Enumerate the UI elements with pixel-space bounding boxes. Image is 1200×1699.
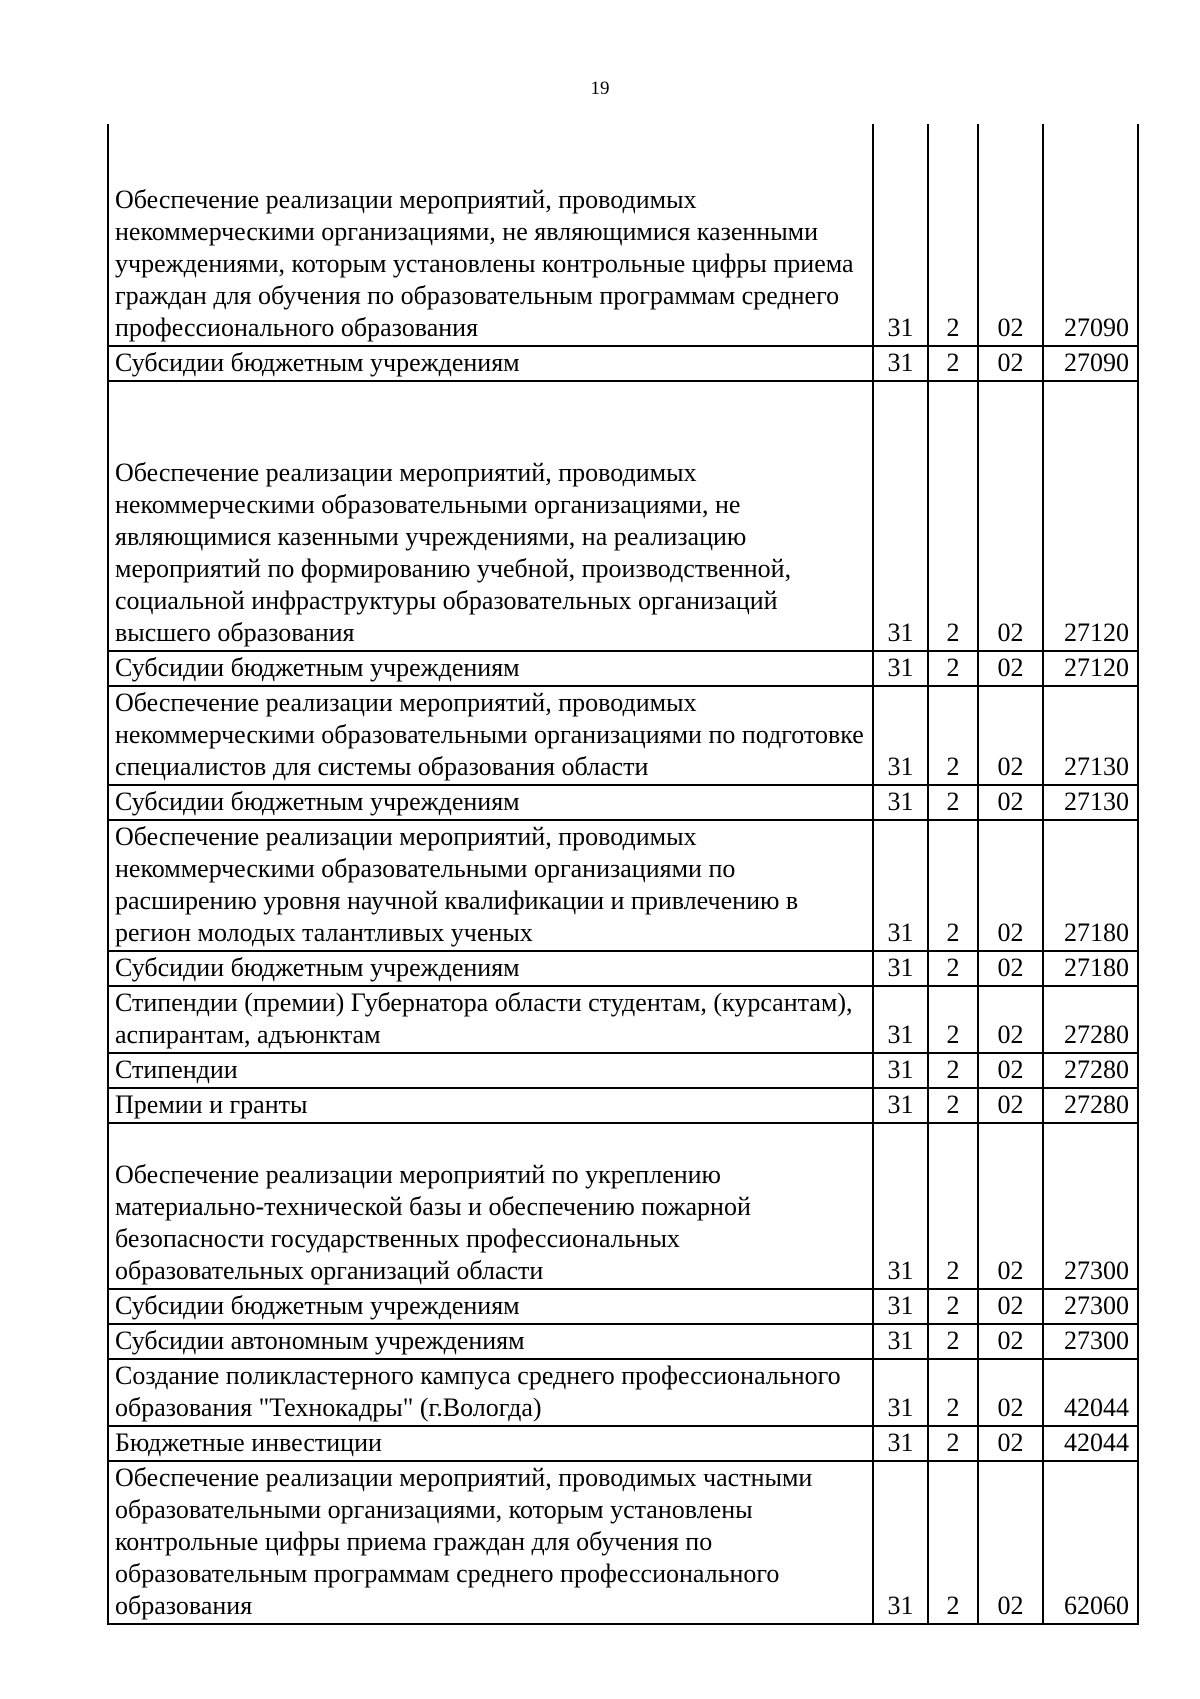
- code-subprogram: 02: [978, 1359, 1043, 1426]
- code-article: 42044: [1043, 1359, 1138, 1426]
- code-program: 2: [928, 1123, 978, 1289]
- table-row: [108, 1426, 1138, 1461]
- code-section: 31: [873, 785, 928, 820]
- code-subprogram: 02: [978, 124, 1043, 346]
- code-subprogram: 02: [978, 785, 1043, 820]
- code-subprogram: 02: [978, 1324, 1043, 1359]
- code-subprogram: 02: [978, 1053, 1043, 1088]
- code-program: 2: [928, 1289, 978, 1324]
- code-section: 31: [873, 346, 928, 381]
- row-name: Создание поликластерного кампуса среднего профессионального образования "Технокадры" (г.Вологда): [108, 1359, 873, 1426]
- code-subprogram: 02: [978, 1088, 1043, 1123]
- code-program: 2: [928, 381, 978, 651]
- code-article: 27280: [1043, 1053, 1138, 1088]
- code-section: 31: [873, 381, 928, 651]
- table-row: [108, 1053, 1138, 1088]
- code-article: 27300: [1043, 1289, 1138, 1324]
- code-section: 31: [873, 1426, 928, 1461]
- row-name: Стипендии (премии) Губернатора области студентам, (курсантам), аспирантам, адъюнктам: [108, 986, 873, 1053]
- row-name: Субсидии бюджетным учреждениям: [108, 1289, 873, 1324]
- table-row: [108, 1088, 1138, 1123]
- table-row: [108, 651, 1138, 686]
- code-section: 31: [873, 986, 928, 1053]
- code-article: 27180: [1043, 820, 1138, 951]
- code-article: 27130: [1043, 686, 1138, 785]
- table-row: [108, 1123, 1138, 1289]
- code-section: 31: [873, 820, 928, 951]
- code-program: 2: [928, 1461, 978, 1624]
- code-article: 27120: [1043, 381, 1138, 651]
- code-program: 2: [928, 820, 978, 951]
- code-program: 2: [928, 1053, 978, 1088]
- code-subprogram: 02: [978, 651, 1043, 686]
- table-row: [108, 986, 1138, 1053]
- table-row: [108, 951, 1138, 986]
- code-section: 31: [873, 651, 928, 686]
- code-program: 2: [928, 951, 978, 986]
- code-subprogram: 02: [978, 1461, 1043, 1624]
- row-name: Обеспечение реализации мероприятий, проводимых частными образовательными организациями, которым установлены контрольные цифры приема граждан для обучения по образовательным программам среднего профессионального образования: [108, 1461, 873, 1624]
- code-article: 27180: [1043, 951, 1138, 986]
- table-row: [108, 381, 1138, 651]
- code-program: 2: [928, 346, 978, 381]
- code-article: 27280: [1043, 1088, 1138, 1123]
- page-number: 19: [590, 78, 610, 99]
- code-section: 31: [873, 1088, 928, 1123]
- code-article: 27300: [1043, 1324, 1138, 1359]
- table-row: [108, 346, 1138, 381]
- code-subprogram: 02: [978, 986, 1043, 1053]
- code-program: 2: [928, 1426, 978, 1461]
- code-section: 31: [873, 1053, 928, 1088]
- code-subprogram: 02: [978, 1426, 1043, 1461]
- row-name: Стипендии: [108, 1053, 873, 1088]
- code-subprogram: 02: [978, 686, 1043, 785]
- code-article: 27120: [1043, 651, 1138, 686]
- code-article: 27090: [1043, 124, 1138, 346]
- row-name: Обеспечение реализации мероприятий, проводимых некоммерческими образовательными организациями по подготовке специалистов для системы образования области: [108, 686, 873, 785]
- table-row: [108, 1324, 1138, 1359]
- row-name: Субсидии бюджетным учреждениям: [108, 346, 873, 381]
- code-program: 2: [928, 124, 978, 346]
- table-row: [108, 124, 1138, 346]
- row-name: Бюджетные инвестиции: [108, 1426, 873, 1461]
- table-row: [108, 820, 1138, 951]
- code-article: 62060: [1043, 1461, 1138, 1624]
- code-program: 2: [928, 651, 978, 686]
- code-section: 31: [873, 1461, 928, 1624]
- table-row: [108, 1461, 1138, 1624]
- table-row: [108, 785, 1138, 820]
- table-row: [108, 1359, 1138, 1426]
- code-subprogram: 02: [978, 1289, 1043, 1324]
- code-article: 42044: [1043, 1426, 1138, 1461]
- code-section: 31: [873, 1123, 928, 1289]
- row-name: Обеспечение реализации мероприятий по укреплению материально-технической базы и обеспечению пожарной безопасности государственных профессиональных образовательных организаций области: [108, 1123, 873, 1289]
- code-program: 2: [928, 1088, 978, 1123]
- code-section: 31: [873, 1324, 928, 1359]
- code-program: 2: [928, 785, 978, 820]
- code-article: 27130: [1043, 785, 1138, 820]
- code-subprogram: 02: [978, 1123, 1043, 1289]
- code-program: 2: [928, 1324, 978, 1359]
- budget-table: [107, 124, 1139, 1625]
- code-subprogram: 02: [978, 951, 1043, 986]
- row-name: Обеспечение реализации мероприятий, проводимых некоммерческими организациями, не являющимися казенными учреждениями, которым установлены контрольные цифры приема граждан для обучения по образовательным программам среднего профессионального образования: [108, 124, 873, 346]
- row-name: Обеспечение реализации мероприятий, проводимых некоммерческими образовательными организациями по расширению уровня научной квалификации и привлечению в регион молодых талантливых ученых: [108, 820, 873, 951]
- code-article: 27280: [1043, 986, 1138, 1053]
- row-name: Субсидии бюджетным учреждениям: [108, 951, 873, 986]
- code-section: 31: [873, 1359, 928, 1426]
- row-name: Субсидии автономным учреждениям: [108, 1324, 873, 1359]
- code-section: 31: [873, 686, 928, 785]
- row-name: Обеспечение реализации мероприятий, проводимых некоммерческими образовательными организациями, не являющимися казенными учреждениями, на реализацию мероприятий по формированию учебной, производственной, социальной инфраструктуры образовательных организаций высшего образования: [108, 381, 873, 651]
- code-article: 27090: [1043, 346, 1138, 381]
- code-subprogram: 02: [978, 346, 1043, 381]
- code-subprogram: 02: [978, 820, 1043, 951]
- code-program: 2: [928, 1359, 978, 1426]
- code-section: 31: [873, 1289, 928, 1324]
- code-program: 2: [928, 686, 978, 785]
- row-name: Премии и гранты: [108, 1088, 873, 1123]
- row-name: Субсидии бюджетным учреждениям: [108, 651, 873, 686]
- table-row: [108, 686, 1138, 785]
- code-program: 2: [928, 986, 978, 1053]
- code-article: 27300: [1043, 1123, 1138, 1289]
- table-row: [108, 1289, 1138, 1324]
- row-name: Субсидии бюджетным учреждениям: [108, 785, 873, 820]
- code-subprogram: 02: [978, 381, 1043, 651]
- code-section: 31: [873, 951, 928, 986]
- code-section: 31: [873, 124, 928, 346]
